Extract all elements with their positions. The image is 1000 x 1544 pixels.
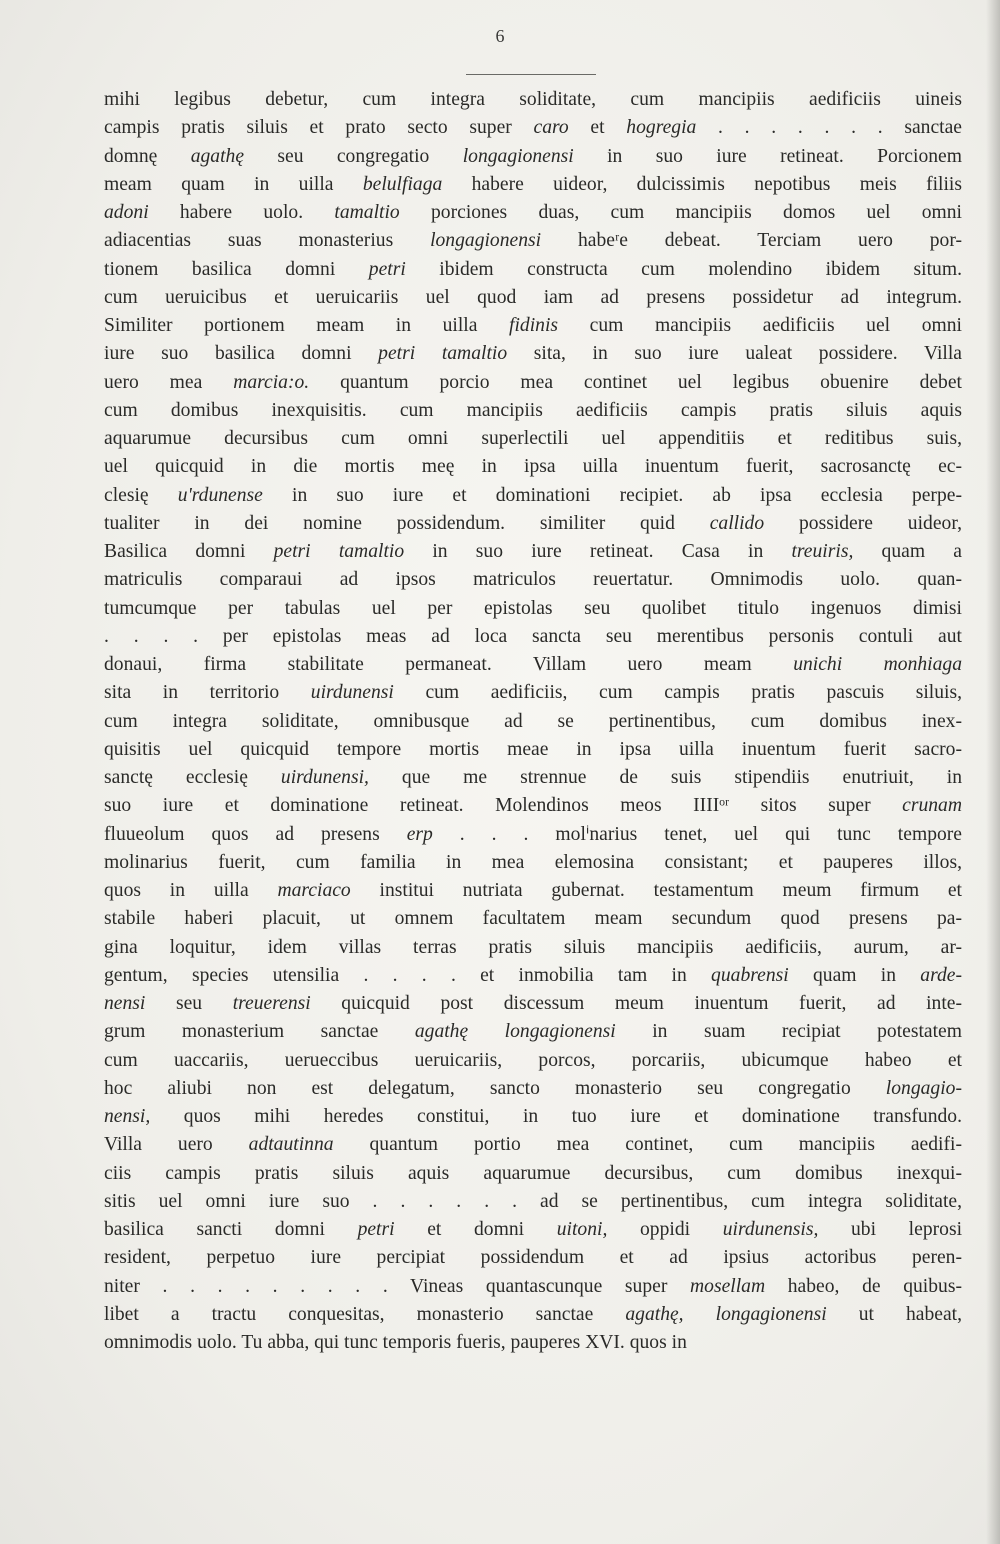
text-line: cum uaccariis, uerueccibus ueruicariis, porcos, porcariis, ubicumque habeo et [104, 1049, 962, 1071]
text-line: molinarius fuerit, cum familia in mea elemosina consistant; et pauperes illos, [104, 851, 962, 873]
italic-name: arde- [920, 964, 962, 986]
italic-name: mosellam [690, 1275, 766, 1297]
text-line: nensi, quos mihi heredes constitui, in tuo iure et dominatione transfundo. [104, 1106, 962, 1127]
italic-name: treuerensi [232, 993, 311, 1014]
text-line: . . . . per epistolas meas ad loca sancta seu merentibus personis contuli aut [104, 625, 962, 647]
text-line: aquarumue decursibus cum omni superlectili uel appenditiis et reditibus suis, [104, 428, 962, 449]
italic-name: quabrensi [711, 964, 789, 986]
italic-name: agathę, longagionensi [625, 1303, 827, 1325]
text-line: Villa uero adtautinna quantum portio mea continet, cum mancipiis aedifi- [104, 1134, 962, 1156]
text-line: omnimodis uolo. Tu abba, qui tunc temporis fueris, pauperes XVI. quos in [104, 1332, 687, 1353]
text-line: tumcumque per tabulas uel per epistolas seu quolibet titulo ingenuos dimisi [104, 597, 962, 619]
italic-name: longagio- [885, 1077, 962, 1099]
italic-name: uirdunensi [310, 682, 394, 704]
italic-name: fidinis [509, 315, 559, 336]
italic-name: marcia:o. [233, 371, 310, 393]
header-rule [466, 74, 596, 75]
text-line: fluueolum quos ad presens erp . . . molⁱnarius tenet, uel qui tunc tempore [104, 823, 962, 845]
text-line: domnę agathę seu congregatio longagionensi in suo iure retineat. Porcionem [104, 145, 962, 167]
italic-name: caro [533, 117, 569, 139]
italic-name: petri [357, 1219, 395, 1240]
text-line: mihi legibus debetur, cum integra soliditate, cum mancipiis aedificiis uineis [104, 89, 962, 110]
text-line: Similiter portionem meam in uilla fidinis cum mancipiis aedificiis uel omni [104, 315, 962, 336]
text-line: sanctę ecclesię uirdunensi, que me strennue de suis stipendiis enutriuit, in [104, 767, 962, 788]
text-line: tionem basilica domni petri ibidem constructa cum molendino ibidem situm. [104, 258, 962, 280]
text-line: libet a tractu conquesitas, monasterio sanctae agathę, longagionensi ut habeat, [104, 1303, 962, 1325]
text-line: resident, perpetuo iure percipiat possidendum et ad ipsius actoribus peren- [104, 1247, 962, 1269]
italic-name: uirdunensis, [722, 1219, 819, 1240]
text-line: campis pratis siluis et prato secto super caro et hogregia . . . . . . . sanctae [104, 117, 962, 139]
text-line: tualiter in dei nomine possidendum. similiter quid callido possidere uideor, [104, 512, 962, 534]
italic-name: petri tamaltio [273, 541, 405, 562]
text-line: ciis campis pratis siluis aquis aquarumue decursibus, cum domibus inexqui- [104, 1162, 962, 1184]
page-edge-shadow [986, 0, 1000, 1544]
text-line: suo iure et dominatione retineat. Molendinos meos IIIIᵒʳ sitos super crunam [104, 795, 962, 817]
italic-name: uirdunensi, [280, 767, 369, 788]
italic-name: agathę [190, 145, 245, 167]
text-line: hoc aliubi non est delegatum, sancto monasterio seu congregatio longagio- [104, 1077, 962, 1099]
italic-name: crunam [902, 795, 962, 817]
body-text [104, 86, 962, 1357]
text-line: basilica sancti domni petri et domni uitoni, oppidi uirdunensis, ubi leprosi [104, 1219, 962, 1240]
text-line: cum ueruicibus et ueruicariis uel quod iam ad presens possidetur ad integrum. [104, 286, 962, 308]
italic-name: tamaltio [334, 202, 400, 223]
text-line: gina loquitur, idem villas terras pratis siluis mancipiis aedificiis, aurum, ar- [104, 936, 962, 958]
text-line: niter . . . . . . . . . Vineas quantascunque super mosellam habeo, de quibus- [104, 1275, 962, 1297]
text-line: matriculis comparaui ad ipsos matriculos reuertatur. Omnimodis uolo. quan- [104, 569, 962, 591]
text-line: meam quam in uilla belulfiaga habere uideor, dulcissimis nepotibus meis filiis [104, 173, 962, 195]
italic-name: nensi, [104, 1106, 151, 1127]
italic-name: erp [406, 823, 433, 845]
text-line: quos in uilla marciaco institui nutriata gubernat. testamentum meum firmum et [104, 880, 962, 901]
text-line: sitis uel omni iure suo . . . . . . ad se pertinentibus, cum integra soliditate, [104, 1190, 962, 1212]
text-line: stabile haberi placuit, ut omnem facultatem meam secundum quod presens pa- [104, 908, 962, 930]
italic-name: petri [368, 258, 406, 280]
italic-name: marciaco [277, 880, 351, 901]
text-line: sita in territorio uirdunensi cum aedificiis, cum campis pratis pascuis siluis, [104, 682, 962, 704]
text-line: uero mea marcia:o. quantum porcio mea continet uel legibus obuenire debet [104, 371, 962, 393]
text-line: clesię u'rdunense in suo iure et dominationi recipiet. ab ipsa ecclesia perpe- [104, 484, 962, 506]
italic-name: longagionensi [462, 145, 574, 167]
italic-name: nensi [104, 993, 146, 1014]
text-line: uel quicquid in die mortis meę in ipsa uilla inuentum fuerit, sacrosanctę ec- [104, 456, 962, 478]
text-line: iure suo basilica domni petri tamaltio sita, in suo iure ualeat possidere. Villa [104, 343, 962, 365]
italic-name: callido [709, 512, 765, 534]
text-line: cum integra soliditate, omnibusque ad se pertinentibus, cum domibus inex- [104, 710, 962, 732]
italic-name: treuiris, [791, 541, 854, 562]
italic-name: petri tamaltio [378, 343, 508, 365]
text-line: adiacentias suas monasterius longagionensi habeʳe debeat. Terciam uero por- [104, 230, 962, 252]
text-line: adoni habere uolo. tamaltio porciones duas, cum mancipiis domos uel omni [104, 202, 962, 223]
text-line: grum monasterium sanctae agathę longagionensi in suam recipiat potestatem [104, 1021, 962, 1043]
italic-name: agathę longagionensi [414, 1021, 616, 1043]
text-line: donaui, firma stabilitate permaneat. Villam uero meam unichi monhiaga [104, 654, 962, 675]
italic-name: adtautinna [248, 1134, 334, 1156]
italic-name: unichi monhiaga [793, 654, 962, 675]
italic-name: uitoni, [556, 1219, 608, 1240]
italic-name: adoni [104, 202, 149, 223]
italic-name: longagionensi [430, 230, 542, 252]
page-number: 6 [495, 26, 505, 46]
text-line: Basilica domni petri tamaltio in suo iure retineat. Casa in treuiris, quam a [104, 541, 962, 562]
italic-name: u'rdunense [177, 484, 263, 506]
italic-name: hogregia [626, 117, 697, 139]
text-line: nensi seu treuerensi quicquid post discessum meum inuentum fuerit, ad inte- [104, 993, 962, 1014]
italic-name: belulfiaga [362, 173, 443, 195]
text-line: gentum, species utensilia . . . . et inmobilia tam in quabrensi quam in arde- [104, 964, 962, 986]
text-line: cum domibus inexquisitis. cum mancipiis aedificiis campis pratis siluis aquis [104, 399, 962, 421]
text-line: quisitis uel quicquid tempore mortis meae in ipsa uilla inuentum fuerit sacro- [104, 738, 962, 760]
